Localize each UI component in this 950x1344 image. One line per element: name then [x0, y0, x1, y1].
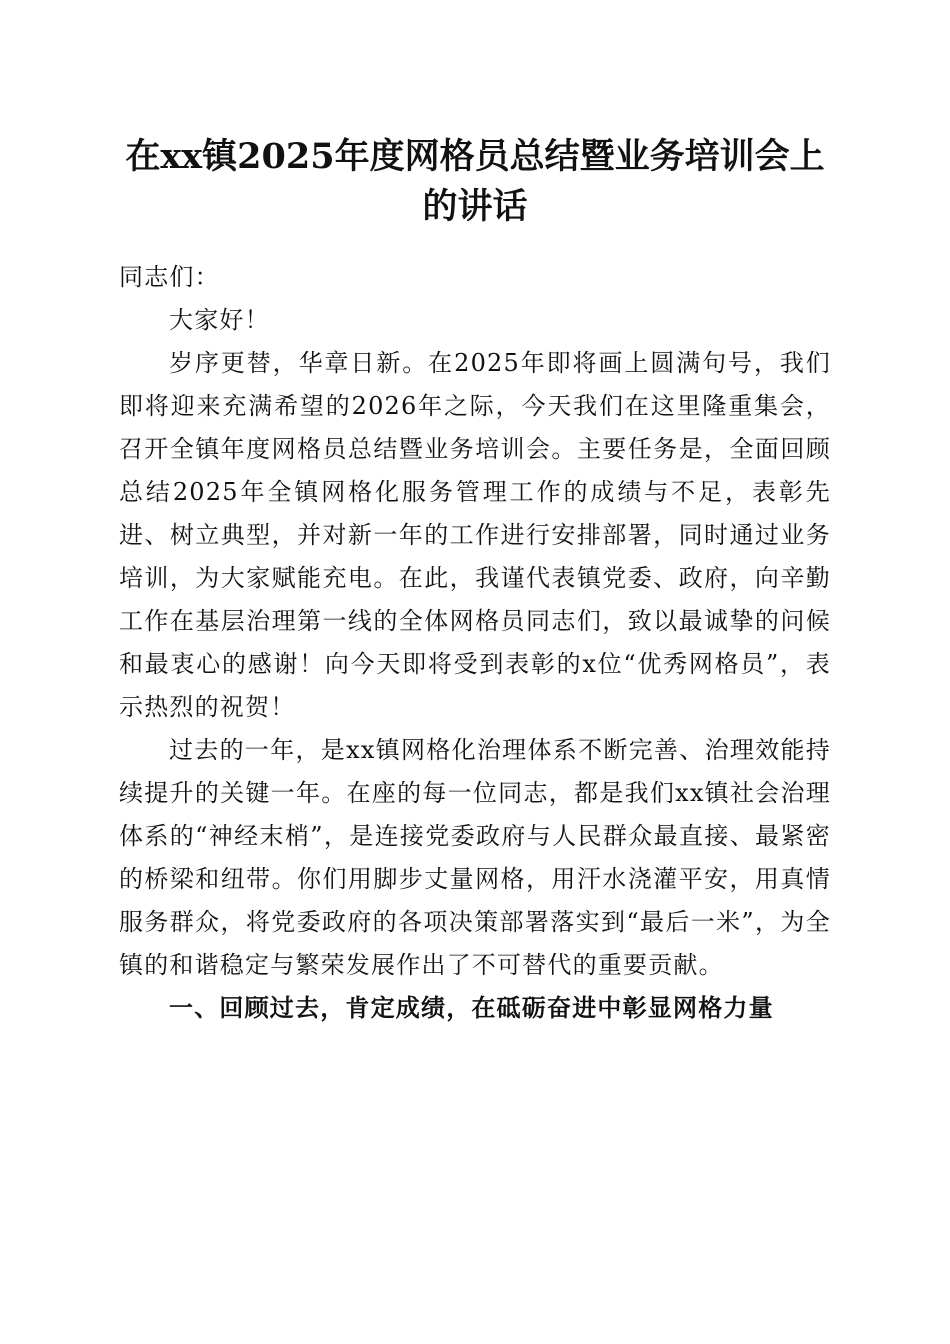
- greeting: 大家好！: [169, 306, 270, 334]
- salutation: 同志们：: [119, 263, 220, 291]
- paragraph-review: 过去的一年，是xx镇网格化治理体系不断完善、治理效能持续提升的关键一年。在座的每一位同志，都是我们xx镇社会治理体系的“神经末梢”，是连接党委政府与人民群众最直接、最紧密的桥梁和纽带。你们用脚步丈量网格，用汗水浇灌平安，用真情服务群众，将党委政府的各项决策部署落实到“最后一米”，为全镇的和谐稳定与繁荣发展作出了不可替代的重要贡献。: [119, 736, 831, 979]
- page-title: [112, 132, 838, 232]
- paragraph-opening: 岁序更替，华章日新。在2025年即将画上圆满句号，我们即将迎来充满希望的2026年之际，今天我们在这里隆重集会，召开全镇年度网格员总结暨业务培训会。主要任务是，全面回顾总结2025年全镇网格化服务管理工作的成绩与不足，表彰先进、树立典型，并对新一年的工作进行安排部署，同时通过业务培训，为大家赋能充电。在此，我谨代表镇党委、政府，向辛勤工作在基层治理第一线的全体网格员同志们，致以最诚挚的问候和最衷心的感谢！向今天即将受到表彰的x位“优秀网格员”，表示热烈的祝贺！: [119, 349, 831, 721]
- section-heading: 一、回顾过去，肯定成绩，在砥砺奋进中彰显网格力量: [169, 994, 774, 1022]
- document-body: [119, 256, 831, 1030]
- title-line-2: 的讲话: [422, 186, 528, 227]
- title-line-1: 在xx镇2025年度网格员总结暨业务培训会上: [125, 136, 825, 177]
